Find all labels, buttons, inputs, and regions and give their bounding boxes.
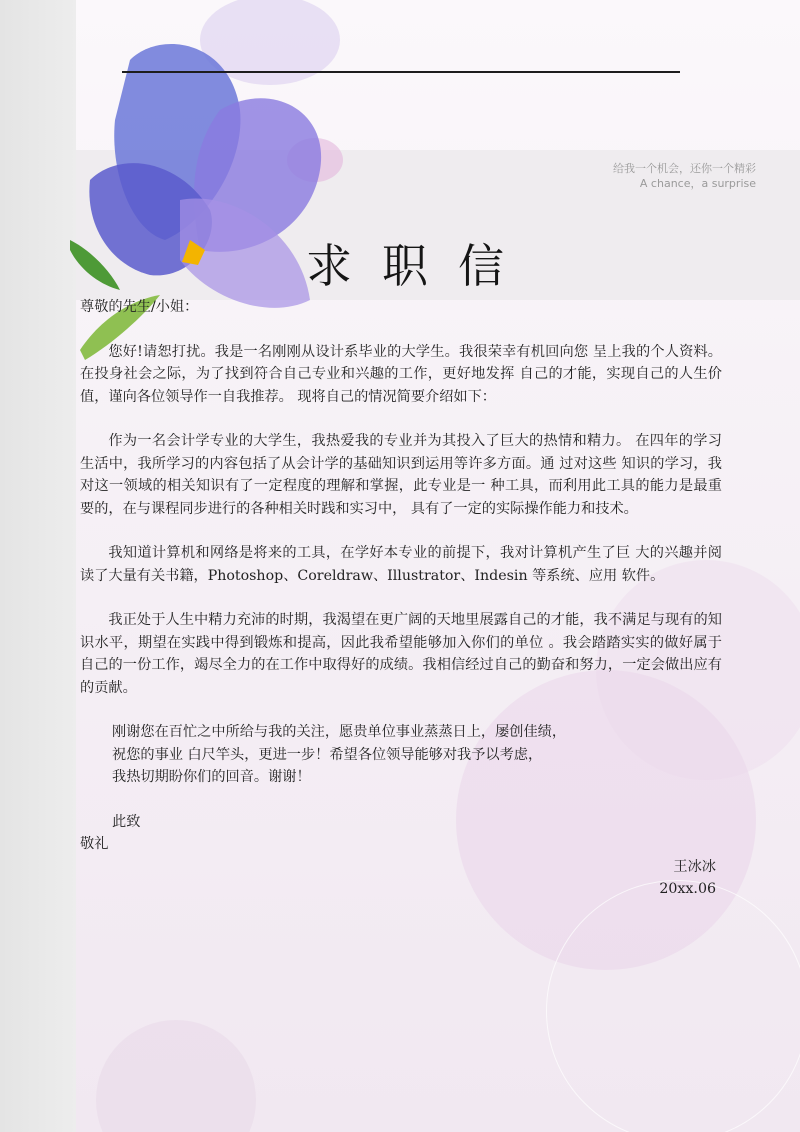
closing-line: 我热切期盼你们的回音。谢谢！ — [112, 769, 311, 785]
salutation: 尊敬的先生/小姐： — [80, 299, 199, 315]
decor-bubble — [96, 1020, 256, 1132]
left-margin-strip — [0, 0, 76, 1132]
zhici-text: 此致 — [112, 813, 141, 830]
slogan-english: A chance，a surprise — [639, 177, 756, 190]
paragraph-computer: 我知道计算机和网络是将来的工具，在学好本专业的前提下，我对计算机产生了巨 大的兴趣并阅读了大量有关书籍，Photoshop、Coreldraw、Illustrator、Indesin 等系统、应用 软件。 — [80, 545, 722, 584]
paragraph-major: 作为一名会计学专业的大学生，我热爱我的专业并为其投入了巨大的热情和精力。 在四年的学习生活中，我所学习的内容包括了从会计学的基础知识到运用等许多方面。通 过对这些 知识的学习，我对这一领域的相关知识有了一定程度的理解和掌握，此专业是一 种工具，而利用此工具的能力是最重要的，在与课程同步进行的各种相关时践和实习中， 具有了一定的实际操作能力和技术。 — [80, 433, 722, 517]
closing-lines — [80, 721, 722, 789]
closing-line: 刚谢您在百忙之中所给与我的关注，愿贵单位事业蒸蒸日上，屡创佳绩， — [112, 724, 567, 740]
closing-line: 祝您的事业 白尺竿头，更进一步！希望各位领导能够对我予以考虑， — [112, 746, 543, 763]
page-title: 求职信 — [306, 239, 534, 293]
paragraph-aspiration: 我正处于人生中精力充沛的时期，我渴望在更广阔的天地里展露自己的才能，我不满足与现有的知识水平，期望在实践中得到锻炼和提高，因此我希望能够加入你们的单位 。我会踏踏实实的做好属于自己的一份工作，竭尽全力的在工作中取得好的成绩。我相信经过自己的勤奋和努力，一定会做出应有的贡献。 — [80, 612, 722, 696]
paragraph-intro: 您好!请恕打扰。我是一名刚刚从设计系毕业的大学生。我很荣幸有机回向您 呈上我的个人资料。在投身社会之际，为了找到符合自己专业和兴趣的工作，更好地发挥 自己的才能，实现自己的人生价值，谨向各位领导作一自我推荐。 现将自己的情况简要介绍如下： — [80, 343, 722, 405]
top-rule-line — [122, 71, 680, 73]
jingli-text: 敬礼 — [80, 836, 109, 852]
letter-body — [80, 296, 722, 901]
signature-name: 王冰冰 — [673, 858, 716, 875]
signature-date: 20xx.06 — [659, 881, 716, 897]
decor-bubble — [546, 880, 800, 1132]
slogan-chinese: 给我一个机会，还你一个精彩 — [613, 162, 756, 175]
